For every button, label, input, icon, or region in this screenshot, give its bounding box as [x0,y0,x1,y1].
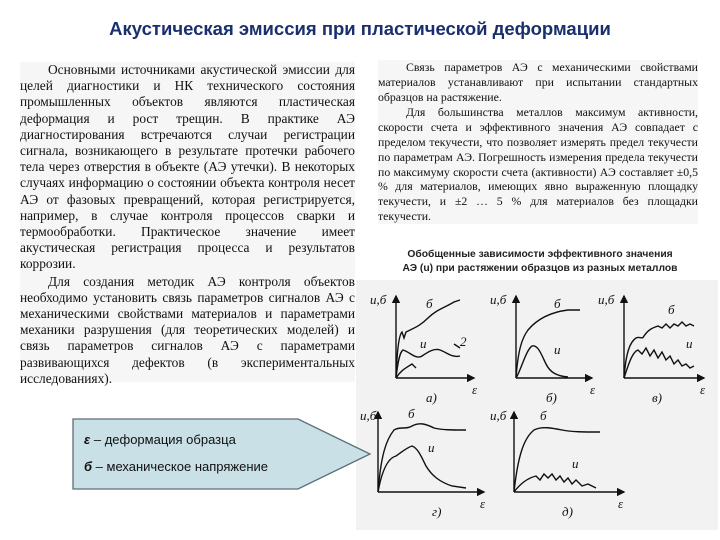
graphs-svg [356,280,718,530]
left-paragraph-1: Основными источниками акустической эмиссии для целей диагностики и НК технического состояния промышленных объектов являются пластическая деформация и рост трещин. В практике АЭ диагностирования встречаются случаи регистрации сигнала, возникающего в результате протечки рабочего тела через отверстия в объекте (АЭ утечки). В некоторых случаях информацию о состоянии объекта контроля несет АЭ от фазовых превращений, которая регистрируется, например, в случае контроля процессов сварки и термообработки. Практическое значение имеет акустическая регистрация процесса и результатов коррозии. [20,62,355,272]
right-text-column [378,60,698,224]
y-label-b: u,б [490,292,507,307]
right-paragraph-2: Для большинства металлов максимум активности, скорости счета и эффективного значения АЭ совпадает с пределом текучести, что позволяет измерять предел текучести по параметрам АЭ. Погрешность измерения предела текучести по максимуму скорости счета (активности) АЭ составляет ±0,5 % для материалов, имеющих явно выраженную площадку текучести, и ±2 … 5 % для материалов без площадки текучести. [378,105,698,223]
sigma-label-b: б [554,296,561,311]
x-label-c: ε [700,382,706,397]
sigma-symbol: б [84,459,93,474]
legend-sigma-row [84,459,268,474]
u-label-a: u [420,336,427,351]
panel-label-a: a) [426,390,437,405]
page-title: Акустическая эмиссия при пластической деформации [109,18,611,39]
u-label-b: u [554,342,561,357]
graph-panel-d [514,412,624,492]
y-label-d: u,б [490,408,507,423]
right-paragraph-1: Связь параметров АЭ с механическими свойствами материалов устанавливают при испытании стандартных образцов на растяжение. [378,60,698,104]
x-label-g: ε [480,496,486,511]
extra-label-a: 2 [460,334,467,349]
legend-epsilon-row [84,432,236,447]
caption-line-2: АЭ (u) при растяжении образцов из разных металлов [402,263,678,274]
sigma-label-g: б [408,406,415,421]
y-label-g: u,б [360,408,377,423]
left-text-column [20,62,355,386]
y-label-c: u,б [598,292,615,307]
x-label-b: ε [590,382,596,397]
epsilon-description: – деформация образца [90,432,236,447]
sigma-description: – механическое напряжение [92,459,269,474]
legend-arrow-shape [72,418,372,490]
x-label-d: ε [618,496,624,511]
u-label-d: u [572,456,579,471]
sigma-label-a: б [426,296,433,311]
sigma-label-c: б [668,302,675,317]
panel-label-c: в) [652,390,662,405]
y-label-a: u,б [370,292,387,307]
x-label-a: ε [472,382,478,397]
panel-label-b: б) [546,390,557,405]
caption-line-1: Обобщенные зависимости эффективного значения [407,249,673,260]
epsilon-symbol: ε [84,432,91,447]
sigma-label-d: б [540,408,547,423]
legend-box [72,418,372,490]
graphs-figure [356,280,718,530]
graphs-caption [370,248,710,276]
panel-label-g: г) [432,504,442,519]
u-label-c: u [686,336,693,351]
left-paragraph-2: Для создания методик АЭ контроля объектов необходимо установить связь параметров сигналов АЭ с механическими свойствами материалов и параметрами механики разрушения (для теоретических моделей) и связь параметров сигналов АЭ с параметрами развивающихся дефектов (в экспериментальных исследованиях). [20,273,355,386]
panel-label-d: д) [562,504,573,519]
u-label-g: u [428,440,435,455]
